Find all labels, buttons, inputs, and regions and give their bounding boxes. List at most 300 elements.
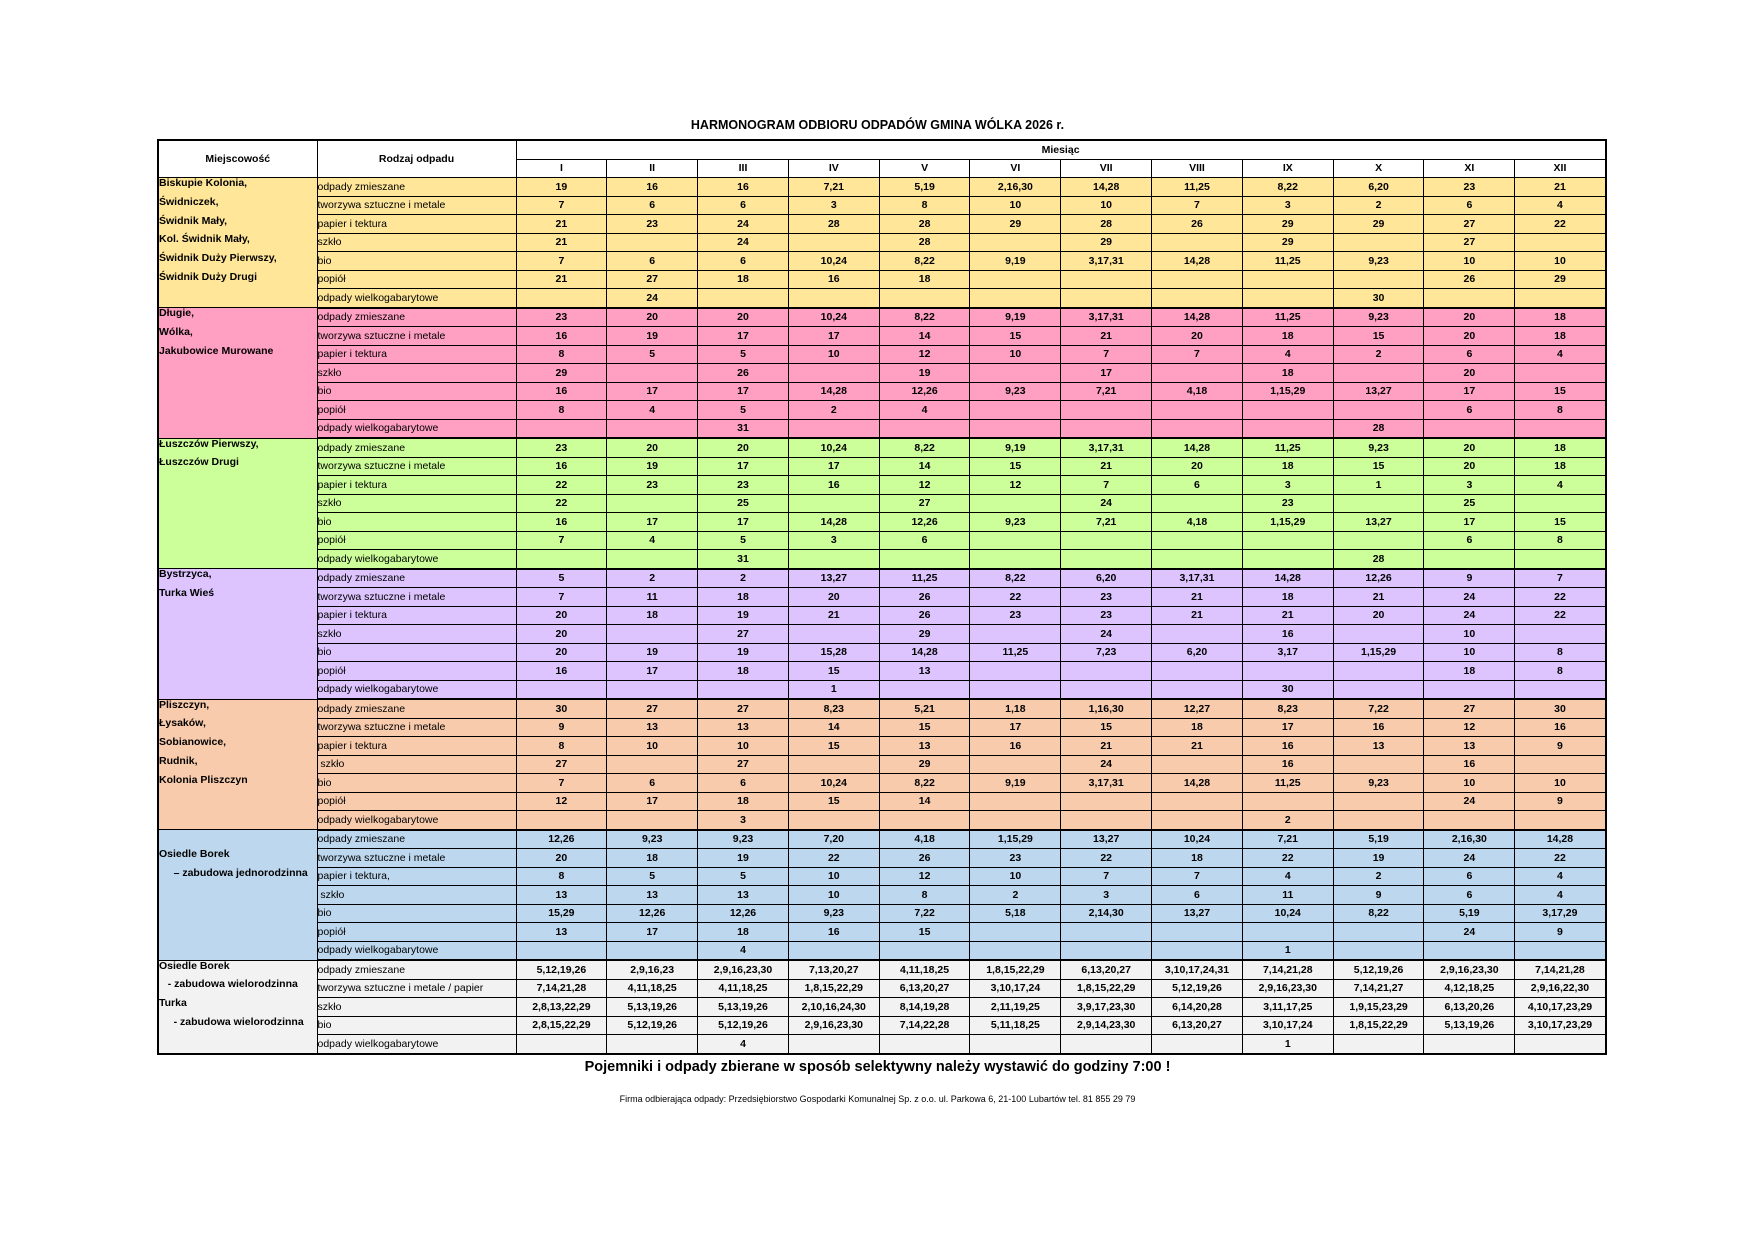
date-cell: 6 xyxy=(879,531,970,550)
date-cell: 18 xyxy=(607,606,698,625)
date-cell xyxy=(1242,531,1333,550)
date-cell: 4,11,18,25 xyxy=(607,979,698,998)
date-cell: 22 xyxy=(970,588,1061,607)
date-cell: 9,23 xyxy=(1333,438,1424,457)
date-cell: 12 xyxy=(879,345,970,364)
date-cell: 8 xyxy=(1515,662,1606,681)
date-cell xyxy=(879,550,970,569)
date-cell: 1 xyxy=(1242,1035,1333,1054)
schedule-row xyxy=(158,401,1606,420)
date-cell xyxy=(1333,364,1424,383)
location-name: – zabudowa jednorodzinna xyxy=(159,866,308,879)
date-cell: 1,16,30 xyxy=(1061,699,1152,718)
waste-type-cell: popiół xyxy=(317,662,516,681)
date-cell xyxy=(1515,941,1606,960)
waste-type-cell: popiół xyxy=(317,792,516,811)
date-cell xyxy=(1152,531,1243,550)
date-cell xyxy=(1333,233,1424,252)
date-cell: 6,20 xyxy=(1152,643,1243,662)
date-cell: 21 xyxy=(1333,588,1424,607)
date-cell xyxy=(1242,401,1333,420)
waste-type-header: Rodzaj odpadu xyxy=(317,140,516,178)
date-cell xyxy=(1152,755,1243,774)
date-cell: 3 xyxy=(788,531,879,550)
date-cell xyxy=(1061,419,1152,438)
notice-text: Pojemniki i odpady zbierane w sposób selektywny należy wystawić do godziny 7:00 ! xyxy=(584,1059,1171,1075)
date-cell: 8 xyxy=(1515,531,1606,550)
date-cell: 24 xyxy=(698,215,789,234)
date-cell: 4,18 xyxy=(1152,513,1243,532)
date-cell xyxy=(970,550,1061,569)
date-cell: 1 xyxy=(1242,941,1333,960)
waste-type-cell: tworzywa sztuczne i metale xyxy=(317,457,516,476)
date-cell: 22 xyxy=(1515,588,1606,607)
date-cell: 15,28 xyxy=(788,643,879,662)
schedule-row xyxy=(158,215,1606,234)
date-cell: 13 xyxy=(1424,737,1515,756)
date-cell: 13 xyxy=(698,718,789,737)
date-cell: 23 xyxy=(1424,178,1515,197)
location-cell xyxy=(158,438,317,569)
date-cell: 2 xyxy=(698,569,789,588)
date-cell: 29 xyxy=(879,625,970,644)
schedule-row xyxy=(158,178,1606,197)
location-name: Osiedle Borek xyxy=(159,847,230,860)
date-cell xyxy=(1333,792,1424,811)
date-cell: 5,11,18,25 xyxy=(970,1016,1061,1035)
date-cell xyxy=(607,755,698,774)
waste-type-cell: tworzywa sztuczne i metale xyxy=(317,327,516,346)
date-cell xyxy=(788,625,879,644)
date-cell: 20 xyxy=(1424,364,1515,383)
date-cell: 4,18 xyxy=(879,830,970,849)
date-cell: 3,17,31 xyxy=(1061,438,1152,457)
date-cell: 12,27 xyxy=(1152,699,1243,718)
date-cell: 7 xyxy=(1061,345,1152,364)
location-name: Świdniczek, xyxy=(159,195,219,208)
date-cell: 7 xyxy=(1152,345,1243,364)
waste-type-cell: tworzywa sztuczne i metale / papier xyxy=(317,979,516,998)
schedule-row xyxy=(158,419,1606,438)
month-5-header: V xyxy=(879,159,970,178)
date-cell: 28 xyxy=(1333,550,1424,569)
date-cell: 14,28 xyxy=(788,513,879,532)
schedule-row xyxy=(158,476,1606,495)
date-cell: 7 xyxy=(516,531,607,550)
date-cell: 4 xyxy=(1242,867,1333,886)
date-cell: 1,8,15,22,29 xyxy=(970,960,1061,979)
date-cell: 3,17,31 xyxy=(1061,252,1152,271)
waste-type-cell: odpady zmieszane xyxy=(317,178,516,197)
date-cell: 7 xyxy=(1152,867,1243,886)
date-cell: 2 xyxy=(788,401,879,420)
date-cell: 3 xyxy=(788,196,879,215)
date-cell: 9,23 xyxy=(970,513,1061,532)
date-cell: 20 xyxy=(607,308,698,327)
date-cell: 5 xyxy=(516,569,607,588)
schedule-row xyxy=(158,196,1606,215)
date-cell: 6 xyxy=(1424,531,1515,550)
date-cell: 24 xyxy=(1061,494,1152,513)
waste-type-cell: tworzywa sztuczne i metale xyxy=(317,718,516,737)
waste-type-cell: papier i tektura xyxy=(317,215,516,234)
date-cell: 8 xyxy=(516,867,607,886)
date-cell: 18 xyxy=(698,923,789,942)
date-cell xyxy=(1061,923,1152,942)
date-cell: 16 xyxy=(788,476,879,495)
date-cell: 17 xyxy=(970,718,1061,737)
date-cell: 31 xyxy=(698,419,789,438)
waste-type-cell: papier i tektura xyxy=(317,476,516,495)
date-cell: 16 xyxy=(1242,737,1333,756)
date-cell: 17 xyxy=(1061,364,1152,383)
date-cell: 8,23 xyxy=(788,699,879,718)
date-cell xyxy=(516,550,607,569)
location-name: Pliszczyn, xyxy=(159,699,210,711)
schedule-row xyxy=(158,718,1606,737)
date-cell: 23 xyxy=(970,849,1061,868)
date-cell: 1,15,29 xyxy=(1333,643,1424,662)
date-cell xyxy=(1515,625,1606,644)
location-name: Sobianowice, xyxy=(159,736,227,749)
date-cell: 14 xyxy=(879,327,970,346)
date-cell xyxy=(1152,550,1243,569)
date-cell: 6 xyxy=(698,252,789,271)
date-cell: 23 xyxy=(970,606,1061,625)
date-cell: 16 xyxy=(1333,718,1424,737)
date-cell: 28 xyxy=(1061,215,1152,234)
date-cell: 3,17,29 xyxy=(1515,904,1606,923)
date-cell: 27 xyxy=(516,755,607,774)
date-cell xyxy=(879,1035,970,1054)
location-name: Jakubowice Murowane xyxy=(159,344,274,357)
date-cell: 15 xyxy=(1515,382,1606,401)
date-cell xyxy=(1061,1035,1152,1054)
date-cell: 6 xyxy=(607,252,698,271)
date-cell: 29 xyxy=(970,215,1061,234)
month-7-header: VII xyxy=(1061,159,1152,178)
date-cell: 2 xyxy=(607,569,698,588)
date-cell: 17 xyxy=(607,513,698,532)
date-cell: 23 xyxy=(1061,606,1152,625)
date-cell: 31 xyxy=(698,550,789,569)
waste-type-cell: bio xyxy=(317,1016,516,1035)
date-cell: 7,14,21,28 xyxy=(516,979,607,998)
date-cell: 6,13,20,27 xyxy=(1061,960,1152,979)
date-cell xyxy=(607,550,698,569)
date-cell: 15 xyxy=(879,718,970,737)
date-cell: 29 xyxy=(879,755,970,774)
waste-type-cell: popiół xyxy=(317,401,516,420)
date-cell: 12,26 xyxy=(879,513,970,532)
location-name: Rudnik, xyxy=(159,754,198,767)
location-header: Miejscowość xyxy=(158,140,317,178)
schedule-row xyxy=(158,1016,1606,1035)
date-cell xyxy=(788,289,879,308)
location-name: Łysaków, xyxy=(159,717,206,730)
date-cell xyxy=(1242,270,1333,289)
date-cell: 6 xyxy=(1424,867,1515,886)
date-cell: 20 xyxy=(1424,457,1515,476)
waste-type-cell: odpady zmieszane xyxy=(317,830,516,849)
date-cell: 19 xyxy=(698,643,789,662)
date-cell: 21 xyxy=(516,215,607,234)
date-cell: 3,10,17,23,29 xyxy=(1515,1016,1606,1035)
date-cell: 12,26 xyxy=(1333,569,1424,588)
date-cell: 5,19 xyxy=(879,178,970,197)
waste-type-cell: odpady wielkogabarytowe xyxy=(317,941,516,960)
waste-type-cell: tworzywa sztuczne i metale xyxy=(317,849,516,868)
date-cell: 24 xyxy=(1424,588,1515,607)
date-cell xyxy=(1061,401,1152,420)
date-cell xyxy=(1333,811,1424,830)
date-cell xyxy=(970,419,1061,438)
date-cell: 14,28 xyxy=(1152,438,1243,457)
date-cell: 9,19 xyxy=(970,308,1061,327)
date-cell: 27 xyxy=(607,699,698,718)
waste-type-cell: bio xyxy=(317,382,516,401)
date-cell: 5,18 xyxy=(970,904,1061,923)
month-header: Miesiąc xyxy=(516,140,1606,159)
date-cell xyxy=(970,289,1061,308)
date-cell: 21 xyxy=(1152,588,1243,607)
date-cell: 15 xyxy=(1333,457,1424,476)
date-cell: 5,13,19,26 xyxy=(607,998,698,1017)
date-cell: 2,9,16,23,30 xyxy=(698,960,789,979)
waste-type-cell: szkło xyxy=(317,625,516,644)
date-cell xyxy=(879,680,970,699)
date-cell xyxy=(1152,811,1243,830)
date-cell: 12,26 xyxy=(516,830,607,849)
date-cell: 6 xyxy=(1424,196,1515,215)
date-cell xyxy=(1333,755,1424,774)
date-cell: 24 xyxy=(1424,606,1515,625)
month-1-header: I xyxy=(516,159,607,178)
date-cell xyxy=(1152,233,1243,252)
date-cell: 23 xyxy=(1242,494,1333,513)
date-cell: 3,9,17,23,30 xyxy=(1061,998,1152,1017)
date-cell xyxy=(1333,662,1424,681)
date-cell xyxy=(1061,811,1152,830)
date-cell: 7 xyxy=(1152,196,1243,215)
waste-type-cell: odpady zmieszane xyxy=(317,569,516,588)
schedule-row xyxy=(158,569,1606,588)
date-cell: 6,14,20,28 xyxy=(1152,998,1243,1017)
date-cell xyxy=(970,755,1061,774)
date-cell: 2,9,16,23,30 xyxy=(1424,960,1515,979)
date-cell: 5,21 xyxy=(879,699,970,718)
date-cell: 16 xyxy=(788,923,879,942)
date-cell xyxy=(970,1035,1061,1054)
date-cell xyxy=(970,680,1061,699)
date-cell: 27 xyxy=(1424,215,1515,234)
date-cell: 2,11,19,25 xyxy=(970,998,1061,1017)
date-cell: 13 xyxy=(698,886,789,905)
date-cell: 4,11,18,25 xyxy=(698,979,789,998)
date-cell: 1 xyxy=(788,680,879,699)
date-cell: 2,14,30 xyxy=(1061,904,1152,923)
schedule-row xyxy=(158,1035,1606,1054)
date-cell: 22 xyxy=(1515,215,1606,234)
date-cell: 9,19 xyxy=(970,252,1061,271)
date-cell: 3,11,17,25 xyxy=(1242,998,1333,1017)
date-cell: 3,10,17,24 xyxy=(970,979,1061,998)
waste-type-cell: odpady wielkogabarytowe xyxy=(317,289,516,308)
date-cell: 15 xyxy=(1515,513,1606,532)
date-cell: 19 xyxy=(1333,849,1424,868)
date-cell: 28 xyxy=(879,233,970,252)
date-cell: 13 xyxy=(879,737,970,756)
date-cell xyxy=(1515,364,1606,383)
date-cell xyxy=(1152,401,1243,420)
date-cell: 9 xyxy=(516,718,607,737)
waste-type-cell: odpady wielkogabarytowe xyxy=(317,811,516,830)
date-cell: 24 xyxy=(1424,849,1515,868)
date-cell: 26 xyxy=(698,364,789,383)
date-cell: 18 xyxy=(698,662,789,681)
date-cell: 19 xyxy=(698,606,789,625)
date-cell xyxy=(970,811,1061,830)
date-cell: 8,22 xyxy=(879,308,970,327)
date-cell: 12 xyxy=(879,867,970,886)
date-cell: 11,25 xyxy=(879,569,970,588)
date-cell: 16 xyxy=(1515,718,1606,737)
date-cell: 24 xyxy=(1424,923,1515,942)
date-cell: 22 xyxy=(1242,849,1333,868)
date-cell xyxy=(788,419,879,438)
date-cell: 20 xyxy=(1424,438,1515,457)
date-cell: 17 xyxy=(698,327,789,346)
date-cell: 13 xyxy=(607,718,698,737)
date-cell xyxy=(698,680,789,699)
date-cell: 13,27 xyxy=(1333,513,1424,532)
date-cell: 14 xyxy=(879,792,970,811)
date-cell xyxy=(1061,792,1152,811)
date-cell: 20 xyxy=(516,606,607,625)
date-cell: 8,22 xyxy=(1242,178,1333,197)
date-cell: 24 xyxy=(1061,625,1152,644)
date-cell: 2 xyxy=(1333,867,1424,886)
date-cell: 23 xyxy=(698,476,789,495)
waste-type-cell: odpady wielkogabarytowe xyxy=(317,419,516,438)
schedule-row xyxy=(158,680,1606,699)
date-cell: 3 xyxy=(1242,476,1333,495)
date-cell: 21 xyxy=(516,233,607,252)
date-cell: 3,10,17,24 xyxy=(1242,1016,1333,1035)
date-cell: 22 xyxy=(1515,606,1606,625)
date-cell: 8 xyxy=(879,196,970,215)
waste-type-cell: szkło xyxy=(317,494,516,513)
date-cell: 13,27 xyxy=(1333,382,1424,401)
date-cell: 6 xyxy=(1152,886,1243,905)
schedule-row xyxy=(158,364,1606,383)
date-cell: 10 xyxy=(788,886,879,905)
date-cell: 28 xyxy=(1333,419,1424,438)
date-cell: 4,10,17,23,29 xyxy=(1515,998,1606,1017)
date-cell xyxy=(1424,289,1515,308)
date-cell: 14,28 xyxy=(1152,774,1243,793)
date-cell: 9,23 xyxy=(607,830,698,849)
date-cell: 2,9,16,23,30 xyxy=(788,1016,879,1035)
date-cell: 8,22 xyxy=(879,774,970,793)
date-cell: 10 xyxy=(1515,774,1606,793)
date-cell: 4 xyxy=(879,401,970,420)
schedule-row xyxy=(158,345,1606,364)
date-cell: 7,21 xyxy=(1061,382,1152,401)
date-cell: 26 xyxy=(879,588,970,607)
date-cell xyxy=(1152,419,1243,438)
date-cell xyxy=(970,662,1061,681)
date-cell: 11,25 xyxy=(1242,252,1333,271)
date-cell: 5 xyxy=(698,867,789,886)
date-cell: 2 xyxy=(1333,345,1424,364)
date-cell: 28 xyxy=(879,215,970,234)
date-cell xyxy=(1152,1035,1243,1054)
date-cell: 21 xyxy=(516,270,607,289)
date-cell: 7,22 xyxy=(1333,699,1424,718)
date-cell: 8 xyxy=(1515,643,1606,662)
date-cell: 2,16,30 xyxy=(1424,830,1515,849)
date-cell: 1 xyxy=(1333,476,1424,495)
date-cell: 1,8,15,22,29 xyxy=(1333,1016,1424,1035)
schedule-row xyxy=(158,979,1606,998)
waste-type-cell: odpady wielkogabarytowe xyxy=(317,1035,516,1054)
month-11-header: XI xyxy=(1424,159,1515,178)
date-cell: 24 xyxy=(607,289,698,308)
date-cell: 3,17,31 xyxy=(1061,308,1152,327)
date-cell: 17 xyxy=(698,513,789,532)
location-name: Wólka, xyxy=(159,325,193,338)
date-cell xyxy=(1424,419,1515,438)
date-cell: 20 xyxy=(516,849,607,868)
date-cell: 2 xyxy=(970,886,1061,905)
date-cell: 11,25 xyxy=(1242,308,1333,327)
date-cell: 14,28 xyxy=(1515,830,1606,849)
date-cell: 5,13,19,26 xyxy=(698,998,789,1017)
date-cell: 27 xyxy=(607,270,698,289)
date-cell xyxy=(788,941,879,960)
date-cell xyxy=(788,811,879,830)
date-cell: 4 xyxy=(1515,867,1606,886)
location-name: - zabudowa wielorodzinna xyxy=(159,1015,304,1028)
date-cell: 11,25 xyxy=(1242,774,1333,793)
date-cell: 8,14,19,28 xyxy=(879,998,970,1017)
schedule-row xyxy=(158,308,1606,327)
date-cell: 21 xyxy=(1061,457,1152,476)
waste-type-cell: odpady zmieszane xyxy=(317,308,516,327)
date-cell xyxy=(1152,270,1243,289)
date-cell: 11,25 xyxy=(970,643,1061,662)
date-cell: 15 xyxy=(1333,327,1424,346)
date-cell: 6 xyxy=(1152,476,1243,495)
waste-type-cell: szkło xyxy=(317,755,516,774)
date-cell: 3,17,31 xyxy=(1061,774,1152,793)
date-cell: 18 xyxy=(1515,327,1606,346)
date-cell xyxy=(1515,233,1606,252)
date-cell: 5,19 xyxy=(1424,904,1515,923)
date-cell: 11 xyxy=(607,588,698,607)
date-cell: 20 xyxy=(1424,327,1515,346)
date-cell: 13 xyxy=(1333,737,1424,756)
date-cell: 17 xyxy=(698,457,789,476)
date-cell: 7,22 xyxy=(879,904,970,923)
location-name: Łuszczów Drugi xyxy=(159,456,239,469)
waste-type-cell: papier i tektura xyxy=(317,737,516,756)
date-cell: 22 xyxy=(788,849,879,868)
month-8-header: VIII xyxy=(1152,159,1243,178)
date-cell: 18 xyxy=(607,849,698,868)
date-cell: 1,8,15,22,29 xyxy=(1061,979,1152,998)
